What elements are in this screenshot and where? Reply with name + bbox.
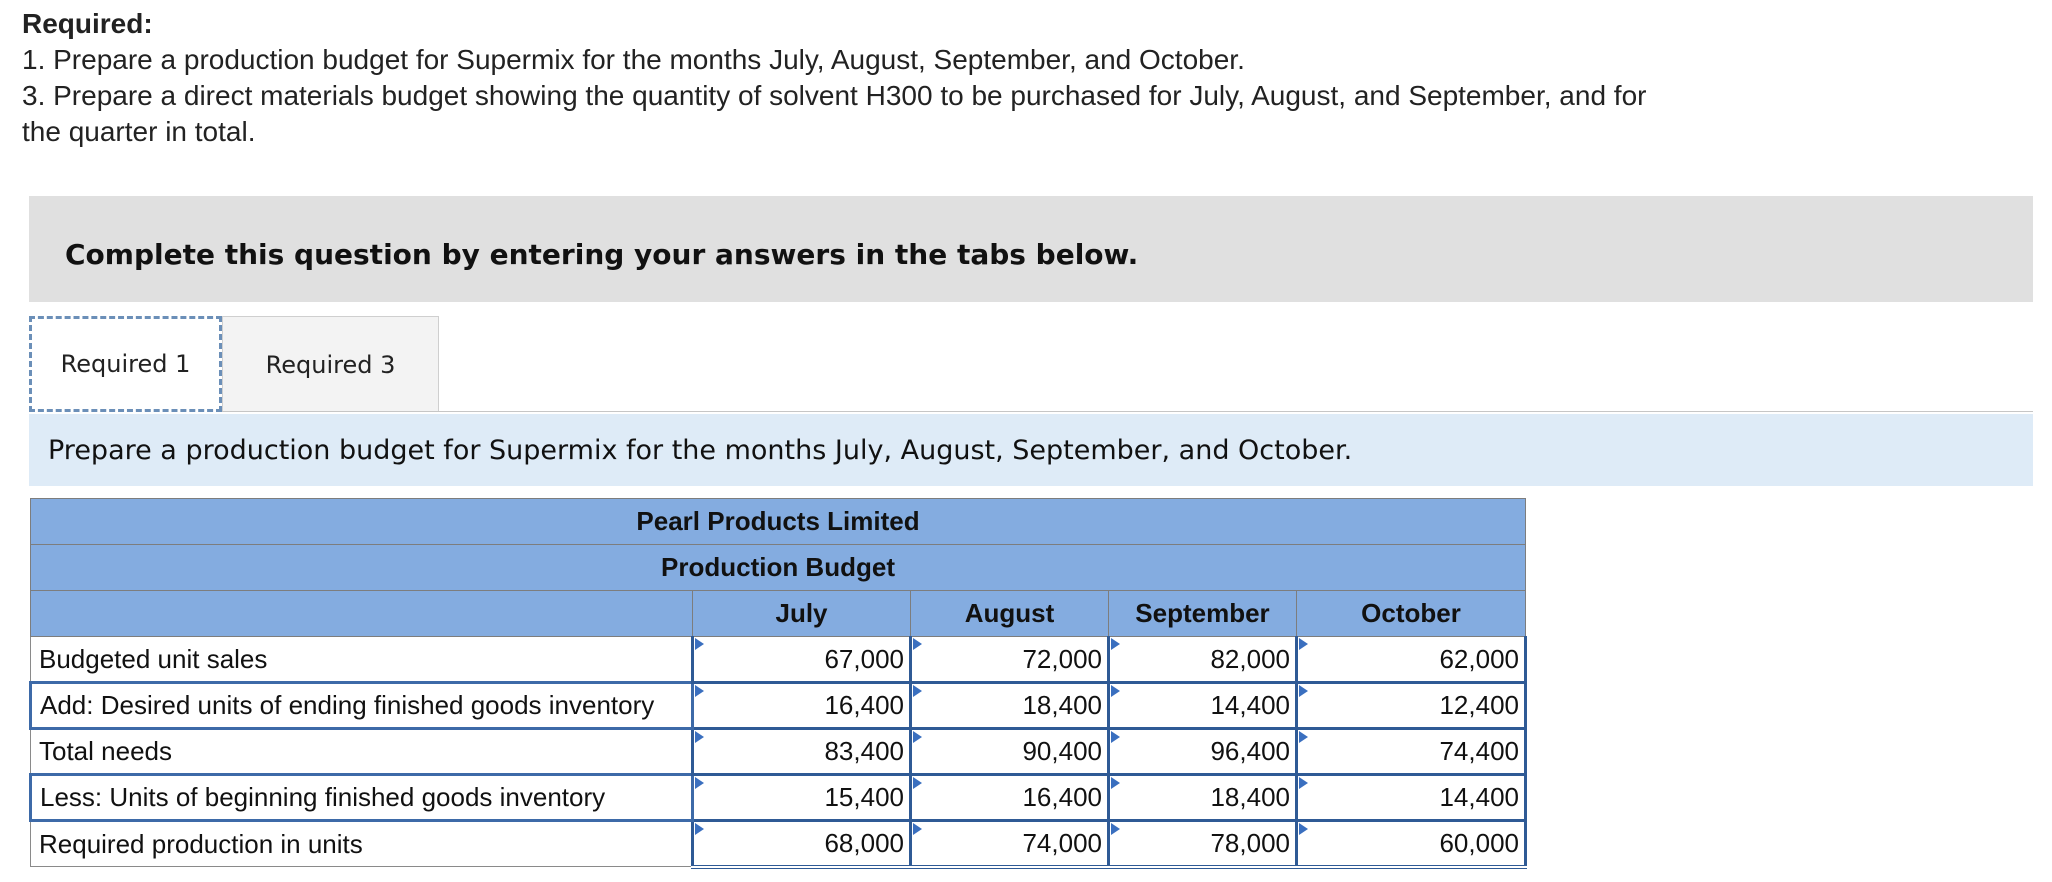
table-row xyxy=(31,821,1526,867)
cell-input[interactable]: 12,400 xyxy=(1297,683,1526,729)
tab-label: Required 3 xyxy=(265,350,396,379)
cell-input[interactable]: 14,400 xyxy=(1297,775,1526,821)
production-budget-table xyxy=(29,498,1527,869)
cell-input[interactable]: 83,400 xyxy=(693,729,911,775)
tab-bar xyxy=(29,316,2033,412)
required-title: Required: xyxy=(22,8,153,39)
instructions-banner xyxy=(29,196,2033,302)
table-row xyxy=(31,729,1526,775)
column-header-september: September xyxy=(1109,591,1297,637)
column-header-august: August xyxy=(911,591,1109,637)
table-row xyxy=(31,775,1526,821)
table-row xyxy=(31,683,1526,729)
cell-input[interactable]: 15,400 xyxy=(693,775,911,821)
cell-input[interactable]: 72,000 xyxy=(911,637,1109,683)
row-label-total-needs: Total needs xyxy=(31,729,693,775)
cell-input[interactable]: 60,000 xyxy=(1297,821,1526,867)
required-section xyxy=(22,6,1922,150)
cell-input[interactable]: 68,000 xyxy=(693,821,911,867)
tab-label: Required 1 xyxy=(60,350,191,378)
required-item-3: 3. Prepare a direct materials budget showing the quantity of solvent H300 to be purchased for July, August, and September, and for xyxy=(22,80,1647,111)
tab-required-3[interactable] xyxy=(222,316,439,412)
cell-input[interactable]: 74,400 xyxy=(1297,729,1526,775)
cell-input[interactable]: 67,000 xyxy=(693,637,911,683)
column-header-blank xyxy=(31,591,693,637)
company-name: Pearl Products Limited xyxy=(31,499,1526,545)
cell-input[interactable]: 90,400 xyxy=(911,729,1109,775)
instruction-text: Prepare a production budget for Supermix for the months July, August, September, and October. xyxy=(48,435,1353,466)
cell-input[interactable]: 18,400 xyxy=(911,683,1109,729)
banner-text: Complete this question by entering your answers in the tabs below. xyxy=(65,238,1139,271)
tab-instruction xyxy=(29,414,2033,486)
cell-input[interactable]: 18,400 xyxy=(1109,775,1297,821)
cell-input[interactable]: 14,400 xyxy=(1109,683,1297,729)
required-item-1: 1. Prepare a production budget for Supermix for the months July, August, September, and October. xyxy=(22,44,1245,75)
column-header-july: July xyxy=(693,591,911,637)
cell-input[interactable]: 82,000 xyxy=(1109,637,1297,683)
row-label-budgeted-unit-sales: Budgeted unit sales xyxy=(31,637,693,683)
column-header-row xyxy=(31,591,1526,637)
column-header-october: October xyxy=(1297,591,1526,637)
cell-input[interactable]: 74,000 xyxy=(911,821,1109,867)
row-label-ending-inventory[interactable]: Add: Desired units of ending finished goods inventory xyxy=(31,683,693,729)
row-label-required-production: Required production in units xyxy=(31,821,693,867)
cell-input[interactable]: 62,000 xyxy=(1297,637,1526,683)
cell-input[interactable]: 16,400 xyxy=(693,683,911,729)
tab-required-1[interactable] xyxy=(29,316,222,412)
cell-input[interactable]: 96,400 xyxy=(1109,729,1297,775)
table-row xyxy=(31,637,1526,683)
cell-input[interactable]: 78,000 xyxy=(1109,821,1297,867)
cell-input[interactable]: 16,400 xyxy=(911,775,1109,821)
row-label-beginning-inventory[interactable]: Less: Units of beginning finished goods inventory xyxy=(31,775,693,821)
tab-divider xyxy=(29,411,2033,412)
budget-title: Production Budget xyxy=(31,545,1526,591)
required-item-3-cont: the quarter in total. xyxy=(22,116,256,147)
